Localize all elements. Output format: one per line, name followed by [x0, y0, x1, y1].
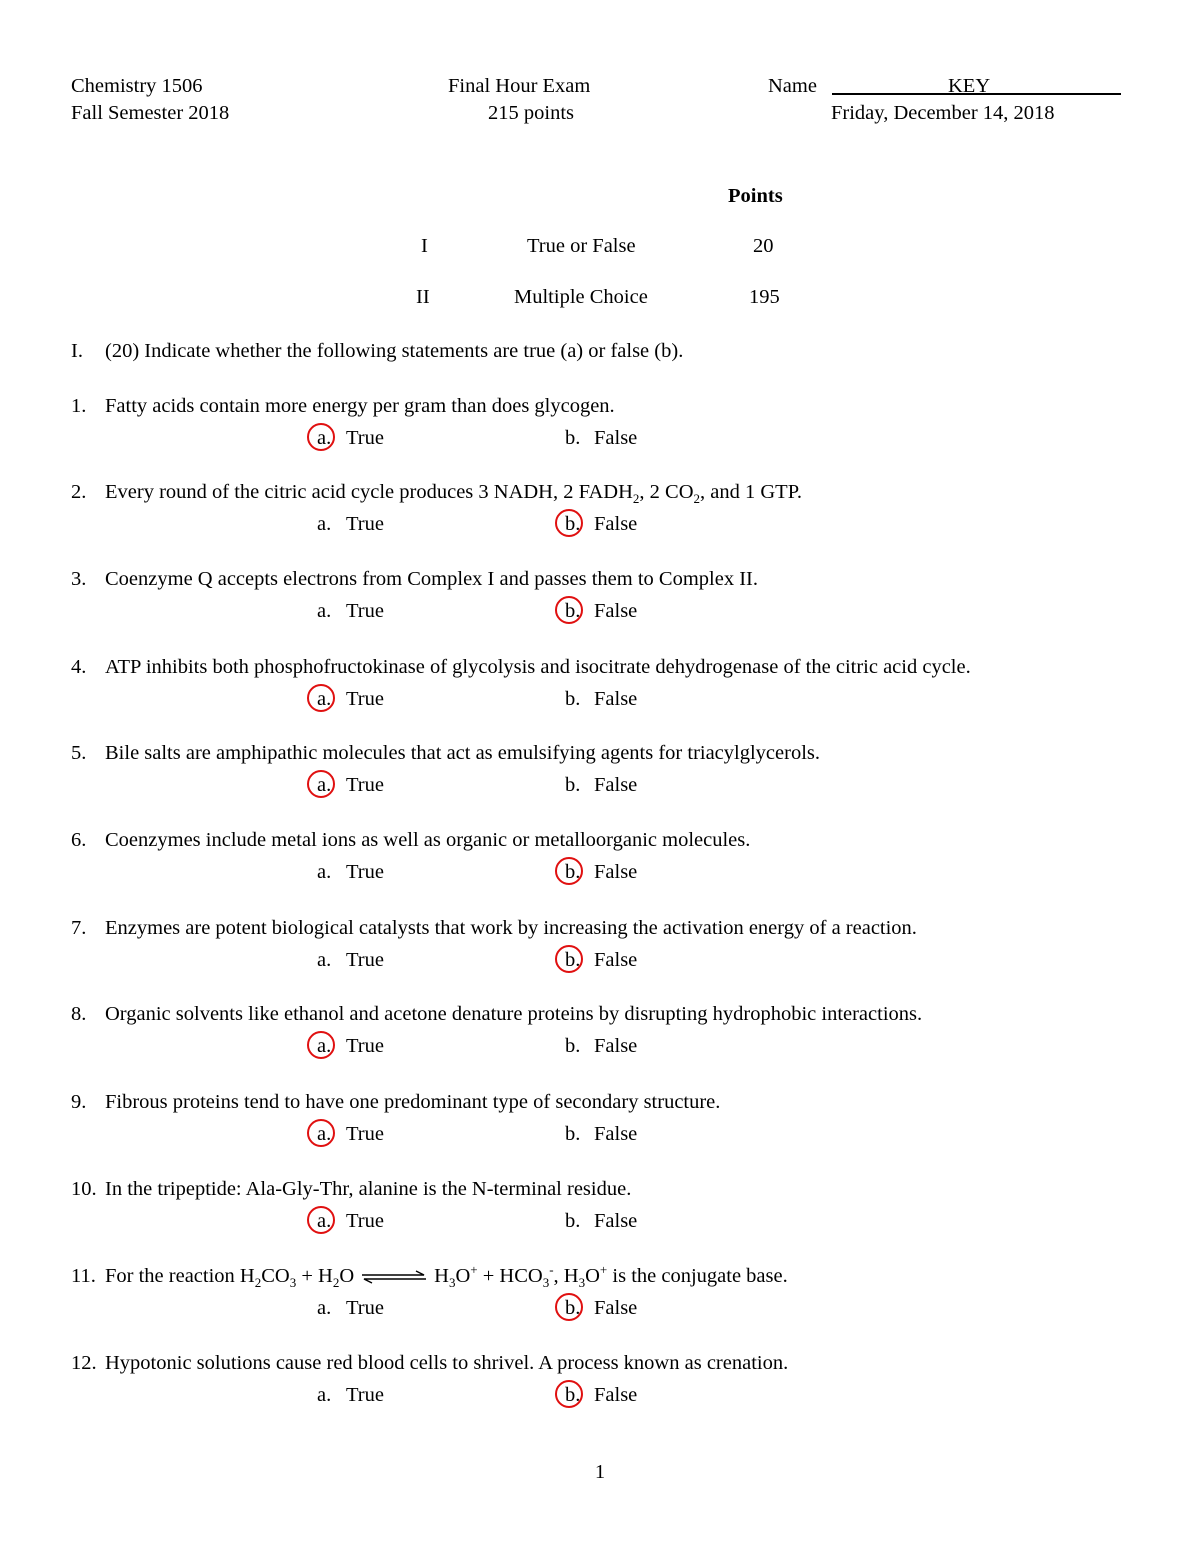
option-b-letter: b.: [565, 1297, 581, 1319]
summary-label: True or False: [527, 235, 636, 257]
option-b-text: False: [594, 1035, 638, 1057]
superscript: -: [549, 1262, 554, 1278]
question-text: Enzymes are potent biological catalysts that work by increasing the activation energy of a reaction.: [105, 917, 917, 939]
option-b-letter: b.: [565, 688, 581, 710]
option-b-text: False: [594, 1384, 638, 1406]
option-b-text: False: [594, 861, 638, 883]
option-a-letter: a.: [317, 1035, 332, 1057]
question-number: 2.: [71, 481, 87, 503]
subscript: 3: [289, 1275, 297, 1291]
option-a-text: True: [346, 861, 384, 883]
name-label: Name: [768, 75, 817, 97]
option-b-letter: b.: [565, 949, 581, 971]
points-header: Points: [728, 185, 783, 207]
question-text: Coenzyme Q accepts electrons from Complex I and passes them to Complex II.: [105, 568, 758, 590]
superscript: +: [470, 1262, 478, 1278]
option-b-letter: b.: [565, 1384, 581, 1406]
answer-circle-a: [307, 770, 335, 798]
option-a-text: True: [346, 1297, 384, 1319]
question-text: [105, 1262, 788, 1291]
option-a-letter: a.: [317, 600, 332, 622]
subscript: 3: [578, 1275, 586, 1291]
option-b-text: False: [594, 774, 638, 796]
option-a-text: True: [346, 774, 384, 796]
option-a-text: True: [346, 949, 384, 971]
question-number: 4.: [71, 656, 87, 678]
name-value: KEY: [948, 75, 991, 97]
question-number: 5.: [71, 742, 87, 764]
summary-points: 195: [749, 286, 780, 308]
question-number: 6.: [71, 829, 87, 851]
option-b-letter: b.: [565, 861, 581, 883]
option-b-letter: b.: [565, 427, 581, 449]
answer-circle-a: [307, 1119, 335, 1147]
exam-title: Final Hour Exam: [448, 75, 591, 97]
answer-circle-a: [307, 423, 335, 451]
summary-points: 20: [753, 235, 774, 257]
text-run: Every round of the citric acid cycle produces 3 NADH, 2 FADH: [105, 481, 633, 503]
subscript: 2: [254, 1275, 262, 1291]
subscript: 3: [542, 1275, 550, 1291]
option-a-text: True: [346, 688, 384, 710]
question-text: Fatty acids contain more energy per gram than does glycogen.: [105, 395, 615, 417]
question-text: Bile salts are amphipathic molecules that act as emulsifying agents for triacylglycerols.: [105, 742, 820, 764]
subscript: 3: [448, 1275, 456, 1291]
question-number: 11.: [71, 1265, 96, 1287]
summary-section: II: [416, 286, 430, 308]
option-b-text: False: [594, 513, 638, 535]
course-name: Chemistry 1506: [71, 75, 203, 97]
option-a-text: True: [346, 1123, 384, 1145]
option-a-letter: a.: [317, 513, 332, 535]
question-text: [105, 481, 802, 507]
option-a-text: True: [346, 1035, 384, 1057]
option-b-text: False: [594, 688, 638, 710]
option-b-text: False: [594, 1123, 638, 1145]
question-text: In the tripeptide: Ala-Gly-Thr, alanine is the N-terminal residue.: [105, 1178, 632, 1200]
text-run: , H: [553, 1265, 579, 1287]
option-b-letter: b.: [565, 513, 581, 535]
option-b-letter: b.: [565, 1035, 581, 1057]
subscript: 2: [332, 1275, 340, 1291]
question-number: 3.: [71, 568, 87, 590]
option-a-text: True: [346, 1210, 384, 1232]
option-a-letter: a.: [317, 427, 332, 449]
text-run: is the conjugate base.: [607, 1265, 788, 1287]
option-a-letter: a.: [317, 1210, 332, 1232]
option-a-letter: a.: [317, 774, 332, 796]
question-number: 1.: [71, 395, 87, 417]
text-run: O: [339, 1265, 355, 1287]
section-numeral: I.: [71, 340, 83, 362]
answer-circle-b: [555, 596, 583, 624]
option-b-letter: b.: [565, 1123, 581, 1145]
question-text: Hypotonic solutions cause red blood cells to shrivel. A process known as crenation.: [105, 1352, 789, 1374]
option-a-letter: a.: [317, 861, 332, 883]
section-instructions: (20) Indicate whether the following statements are true (a) or false (b).: [105, 340, 684, 362]
option-b-text: False: [594, 600, 638, 622]
answer-circle-a: [307, 684, 335, 712]
option-b-letter: b.: [565, 1210, 581, 1232]
subscript: 2: [693, 491, 701, 507]
equilibrium-arrow-icon: [360, 1270, 428, 1284]
option-a-text: True: [346, 427, 384, 449]
option-a-letter: a.: [317, 1384, 332, 1406]
option-b-text: False: [594, 949, 638, 971]
question-number: 7.: [71, 917, 87, 939]
text-run: , 2 CO: [639, 481, 694, 503]
question-text: ATP inhibits both phosphofructokinase of glycolysis and isocitrate dehydrogenase of the citric acid cycle.: [105, 656, 971, 678]
answer-circle-b: [555, 857, 583, 885]
page-number: 1: [594, 1461, 606, 1483]
option-b-text: False: [594, 427, 638, 449]
text-run: CO: [261, 1265, 290, 1287]
option-b-text: False: [594, 1210, 638, 1232]
option-a-letter: a.: [317, 1297, 332, 1319]
text-run: O: [585, 1265, 600, 1287]
option-b-letter: b.: [565, 774, 581, 796]
answer-circle-b: [555, 1293, 583, 1321]
points-total: 215 points: [488, 102, 574, 124]
question-number: 12.: [71, 1352, 97, 1374]
superscript: +: [599, 1262, 608, 1278]
subscript: 2: [632, 491, 640, 507]
summary-label: Multiple Choice: [514, 286, 648, 308]
answer-circle-b: [555, 945, 583, 973]
option-a-text: True: [346, 513, 384, 535]
option-a-letter: a.: [317, 1123, 332, 1145]
text-run: + H: [296, 1265, 333, 1287]
question-text: Coenzymes include metal ions as well as organic or metalloorganic molecules.: [105, 829, 751, 851]
text-run: + HCO: [477, 1265, 543, 1287]
option-a-letter: a.: [317, 949, 332, 971]
text-run: , and 1 GTP.: [700, 481, 802, 503]
option-b-text: False: [594, 1297, 638, 1319]
answer-circle-a: [307, 1031, 335, 1059]
option-a-letter: a.: [317, 688, 332, 710]
exam-date: Friday, December 14, 2018: [831, 102, 1055, 124]
answer-circle-b: [555, 509, 583, 537]
option-a-text: True: [346, 1384, 384, 1406]
question-text: Fibrous proteins tend to have one predominant type of secondary structure.: [105, 1091, 721, 1113]
question-number: 8.: [71, 1003, 87, 1025]
answer-circle-a: [307, 1206, 335, 1234]
question-text: Organic solvents like ethanol and acetone denature proteins by disrupting hydrophobic interactions.: [105, 1003, 923, 1025]
text-run: H: [434, 1265, 449, 1287]
question-number: 10.: [71, 1178, 97, 1200]
text-run: For the reaction H: [105, 1265, 255, 1287]
answer-circle-b: [555, 1380, 583, 1408]
option-b-letter: b.: [565, 600, 581, 622]
semester: Fall Semester 2018: [71, 102, 230, 124]
text-run: O: [455, 1265, 471, 1287]
question-number: 9.: [71, 1091, 87, 1113]
summary-section: I: [421, 235, 428, 257]
option-a-text: True: [346, 600, 384, 622]
